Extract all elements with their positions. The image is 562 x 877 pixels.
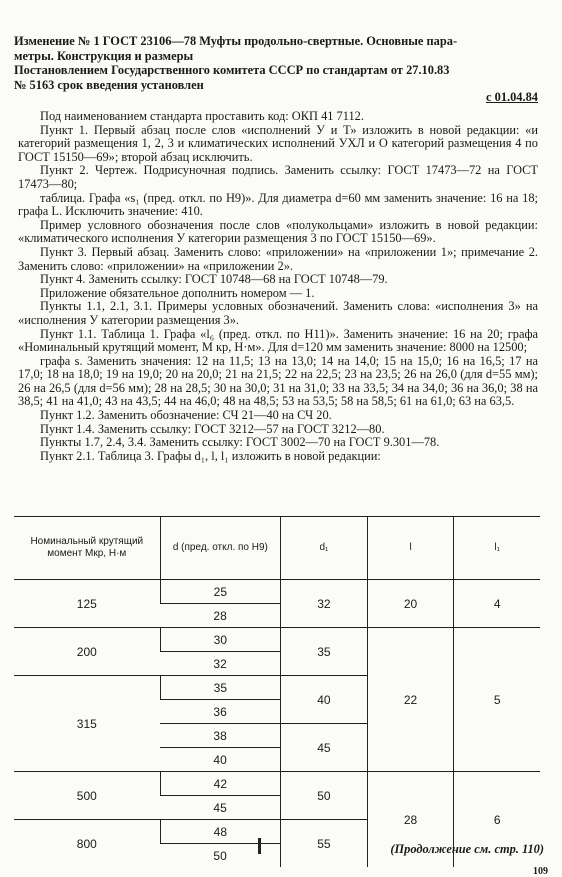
l1-cell: 5	[454, 628, 540, 772]
d-cell: 48	[160, 820, 281, 844]
paragraph: Пункты 1.1, 2.1, 3.1. Примеры условных обозначений. Заменить слова: «исполнения 3» на «исполнения У категории размещения 3».	[18, 299, 538, 327]
paragraph: Пункт 2.1. Таблица 3. Графы d₁, l, l₁ изложить в новой редакции:	[40, 448, 381, 463]
paragraph: Пункт 1.2. Заменить обозначение: СЧ 21—40 на СЧ 20.	[40, 408, 332, 423]
header-l1: l₁	[454, 517, 540, 580]
paragraph: таблица. Графа «s₁ (пред. откл. по Н9)». Для диаметра d=60 мм заменить значение: 16 на 18; графа L. Исключить значение: 410.	[18, 190, 538, 219]
d1-cell: 35	[281, 628, 368, 676]
l-cell: 20	[367, 580, 454, 628]
table-row	[14, 628, 540, 652]
table-header-row	[14, 517, 540, 580]
effective-date: с 01.04.84	[486, 90, 538, 104]
paragraph: графа s. Заменить значения: 12 на 11,5; 13 на 13,0; 14 на 14,0; 15 на 15,0; 16 на 16,5; 17 на 17,0; 18 на 18,0; 19 на 19,0; 20 на 20,0; 21 на 21,5; 22 на 22,5; 23 на 23,5; 26 на 26,0 (для d=55 мм); 26 на 26,5 (для d=56 мм); 28 на 28,5; 30 на 30,0; 31 на 31,0; 33 на 33,5; 34 на 34,0; 36 на 36,0; 38 на 38,5; 41 на 41,0; 43 на 43,5; 44 на 46,0; 48 на 48,5; 53 на 53,5; 58 на 58,5; 61 на 61,0; 63 на 63,5.	[18, 353, 538, 409]
d-cell: 30	[160, 628, 281, 652]
torque-cell: 315	[14, 676, 160, 772]
d-cell: 25	[160, 580, 281, 604]
d-cell: 35	[160, 676, 281, 700]
torque-cell: 800	[14, 820, 160, 868]
header-torque: Номинальный крутящий момент Mкр, Н·м	[14, 517, 160, 580]
header-d: d (пред. откл. по Н9)	[160, 517, 281, 580]
d1-cell: 55	[281, 820, 368, 868]
d1-cell: 50	[281, 772, 368, 820]
d-cell: 45	[160, 796, 281, 820]
l1-cell: 4	[454, 580, 540, 628]
paragraph: Пункт 4. Заменить ссылку: ГОСТ 10748—68 на ГОСТ 10748—79.	[40, 272, 388, 287]
header-line-1: Изменение № 1 ГОСТ 23106—78 Муфты продольно-свертные. Основные пара-	[14, 34, 458, 48]
header-l: l	[367, 517, 454, 580]
header-line-2: метры. Конструкция и размеры	[14, 48, 194, 63]
d-cell: 40	[160, 748, 281, 772]
l1-cell: 6	[454, 772, 540, 868]
d-cell: 38	[160, 724, 281, 748]
header-line-3: Постановлением Государственного комитета СССР по стандартам от 27.10.83	[14, 63, 450, 78]
torque-cell: 500	[14, 772, 160, 820]
header-line-4: № 5163 срок введения установлен	[14, 77, 204, 92]
amendment-header	[14, 34, 539, 92]
paragraph: Пункт 1.4. Заменить ссылку: ГОСТ 3212—57 на ГОСТ 3212—80.	[40, 421, 385, 436]
table-3	[14, 516, 540, 867]
paragraph: Пункт 3. Первый абзац. Заменить слово: «приложении» на «приложении 1»; примечание 2. Заменить слово: «приложении» на «приложении 2».	[18, 244, 538, 273]
d-cell: 36	[160, 700, 281, 724]
paragraph: Под наименованием стандарта проставить код: ОКП 41 7112.	[40, 109, 364, 123]
paragraph: Пункт 2. Чертеж. Подрисуночная подпись. Заменить ссылку: ГОСТ 17473—72 на ГОСТ 17473—80;	[18, 163, 538, 191]
d1-cell: 32	[281, 580, 368, 628]
ink-mark	[258, 838, 261, 854]
paragraph: Пример условного обозначения после слов «полукольцами» изложить в новой редакции: «климатического исполнения У категории размещения 3 по ГОСТ 15150—69».	[18, 217, 538, 246]
l-cell: 28	[367, 772, 454, 868]
d1-cell: 45	[281, 724, 368, 772]
amendment-body	[18, 110, 538, 463]
torque-cell: 200	[14, 628, 160, 676]
d-cell: 32	[160, 652, 281, 676]
page-number: 109	[533, 866, 548, 877]
l-cell: 22	[367, 628, 454, 772]
table-row	[14, 580, 540, 604]
d-cell: 28	[160, 604, 281, 628]
header-d1: d₁	[281, 517, 368, 580]
d-cell: 50	[160, 844, 281, 868]
paragraph: Пункты 1.7, 2.4, 3.4. Заменить ссылку: ГОСТ 3002—70 на ГОСТ 9.301—78.	[40, 435, 440, 450]
paragraph: Пункт 1. Первый абзац после слов «исполнений У и Т» изложить в новой редакции: «и категорий размещения 1, 2, 3 и климатических исполнений УХЛ и О категорий размещения 4 по ГОСТ 15150—69»; второй абзац исключить.	[18, 122, 538, 164]
table-row	[14, 772, 540, 796]
d1-cell: 40	[281, 676, 368, 724]
paragraph: Пункт 1.1. Таблица 1. Графа «l₆ (пред. откл. по Н11)». Заменить значение: 16 на 20; графа «Номинальный крутящий момент, M кр, Н·м». Для d=120 мм заменить значение: 8000 на 12500;	[18, 326, 538, 355]
d-cell: 42	[160, 772, 281, 796]
paragraph: Приложение обязательное дополнить номером — 1.	[40, 285, 315, 300]
torque-cell: 125	[76, 596, 97, 611]
continuation-note: (Продолжение см. стр. 110)	[390, 842, 544, 856]
